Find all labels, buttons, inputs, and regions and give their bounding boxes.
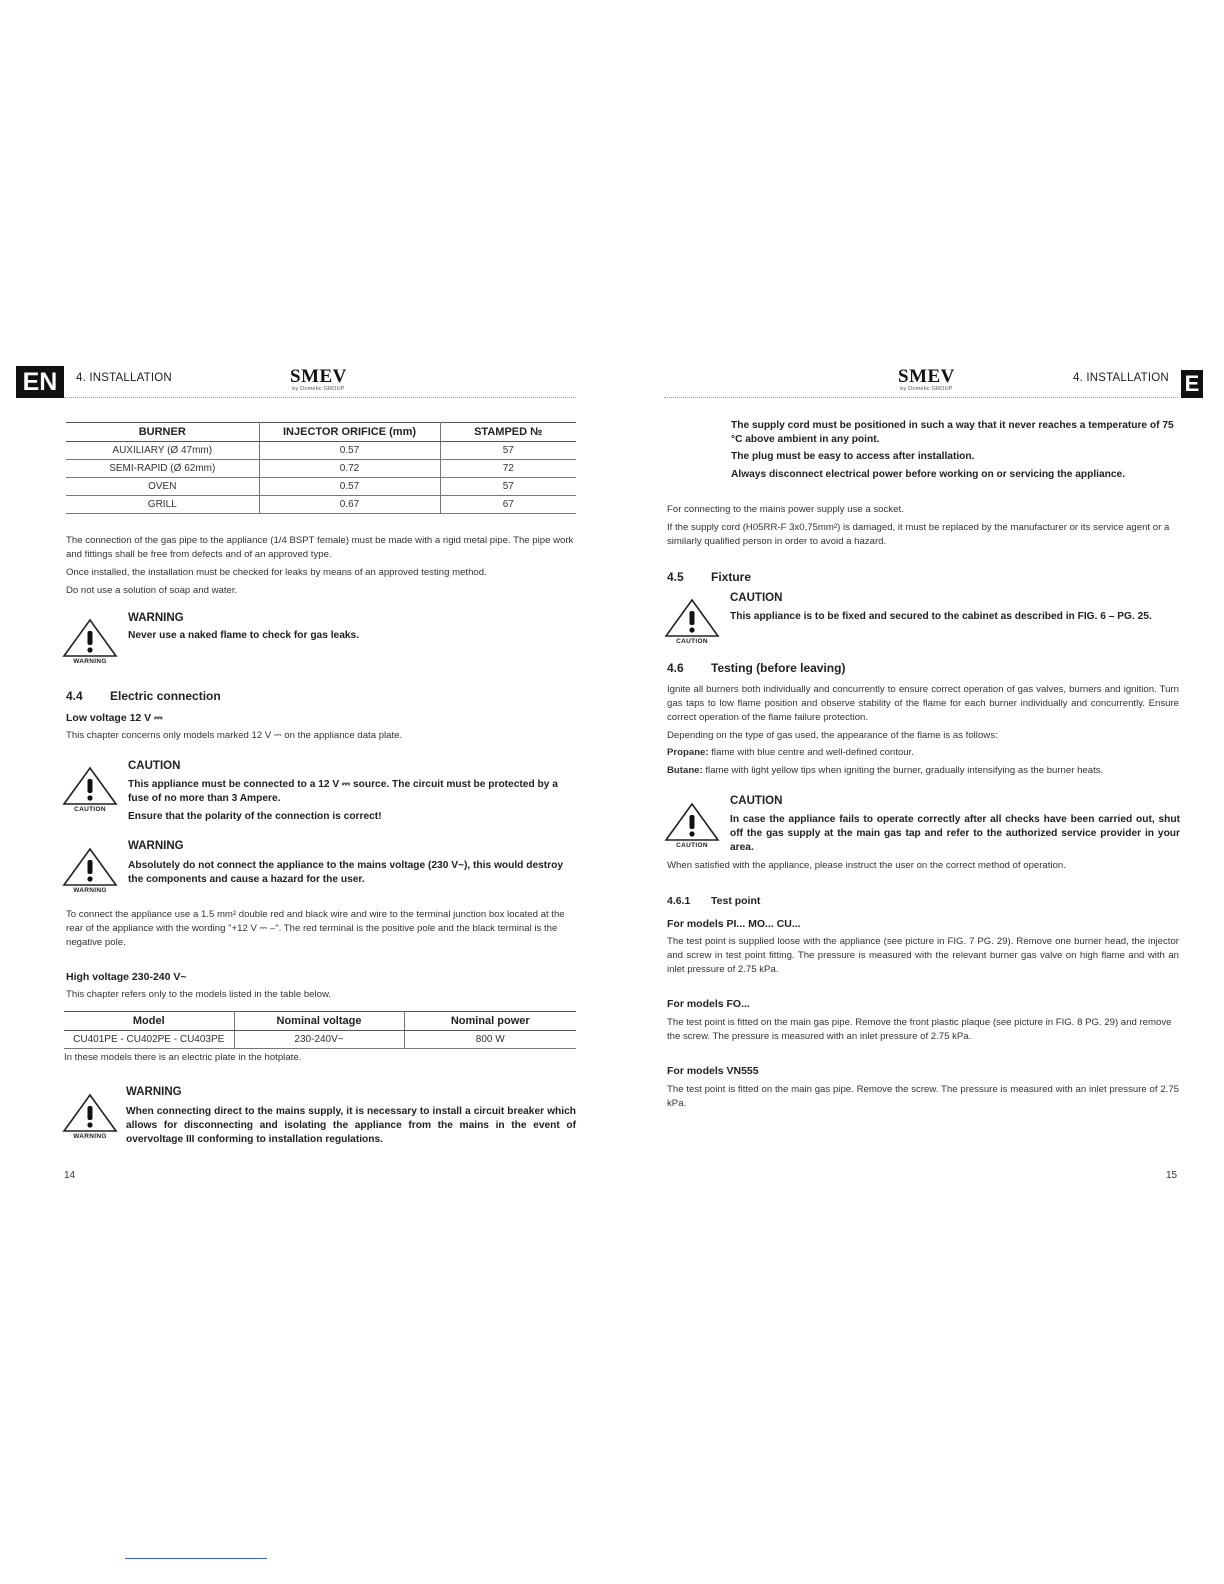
- header-rule: [64, 397, 576, 398]
- ignite-burners-paragraph: Ignite all burners both individually and concurrently to ensure correct operation of gas valves, burners and ignition. Turn gas taps to low flame position and observe stability of the flame for each burner individually and concurrently. Ensure correct operation of the flame failure protection.: [667, 684, 1179, 723]
- caution-caption: CAUTION: [676, 842, 708, 849]
- table-row: [66, 496, 576, 514]
- logo-subtitle: by Dometic GROUP: [900, 386, 953, 392]
- caution-triangle-icon: [662, 598, 722, 638]
- caution-text: In case the appliance fails to operate correctly after all checks have been carried out, shut off the gas supply at the main gas tap and refer to the authorized service provider in your area.: [730, 814, 1180, 853]
- propane-text: flame with blue centre and well-defined contour.: [711, 747, 914, 758]
- warning-text: When connecting direct to the mains supply, it is necessary to install a circuit breaker which allows for disconnecting and isolating the appliance from the mains in the event of overvoltage III conforming to installation regulations.: [126, 1106, 576, 1145]
- warning-block-2: [60, 840, 564, 894]
- section-4-6-title: Testing (before leaving): [711, 661, 846, 675]
- section-4-4-number: 4.4: [66, 689, 83, 703]
- table-row: [66, 460, 576, 478]
- table-row: [66, 442, 576, 460]
- warning-triangle-icon: [60, 847, 120, 887]
- table-cell: 57: [440, 478, 576, 496]
- propane-label: Propane:: [667, 747, 709, 758]
- table-header: INJECTOR ORIFICE (mm): [259, 423, 440, 442]
- table-cell: 57: [440, 442, 576, 460]
- burner-table: [66, 422, 576, 514]
- warning-caption: WARNING: [73, 658, 107, 665]
- table-cell: OVEN: [66, 478, 259, 496]
- low-voltage-paragraph: This chapter concerns only models marked 12 V ⎓ on the appliance data plate.: [66, 730, 403, 741]
- caution-caption: CAUTION: [74, 806, 106, 813]
- electric-plate-paragraph: In these models there is an electric plate in the hotplate.: [64, 1052, 302, 1063]
- table-cell: 0.67: [259, 496, 440, 514]
- caution-text: This appliance is to be fixed and secured to the cabinet as described in FIG. 6 – PG. 25.: [730, 611, 1152, 622]
- caution-text: This appliance must be connected to a 12 V ⎓ source. The circuit must be protected by a fuse of no more than 3 Ampere.: [128, 779, 558, 804]
- table-cell: GRILL: [66, 496, 259, 514]
- warning-title: WARNING: [126, 1086, 182, 1098]
- smev-logo: [290, 368, 347, 392]
- table-header: Model: [64, 1012, 234, 1031]
- table-cell: 230-240V~: [234, 1031, 404, 1049]
- flame-appearance-paragraph: Depending on the type of gas used, the appearance of the flame is as follows:: [667, 730, 998, 741]
- table-cell: 0.57: [259, 442, 440, 460]
- right-page: [612, 0, 1224, 1584]
- bottom-link-underline: [125, 1558, 267, 1559]
- warning-title: WARNING: [128, 840, 184, 852]
- table-cell: 67: [440, 496, 576, 514]
- model-table: [64, 1011, 576, 1049]
- caution-triangle-icon: [662, 802, 722, 842]
- high-voltage-heading: High voltage 230-240 V~: [66, 971, 187, 983]
- header-rule: [664, 397, 1178, 398]
- socket-paragraph: For connecting to the mains power supply use a socket.: [667, 504, 904, 515]
- table-cell: AUXILIARY (Ø 47mm): [66, 442, 259, 460]
- section-4-6-number: 4.6: [667, 661, 684, 675]
- page-number-right: 15: [1166, 1170, 1178, 1181]
- high-voltage-paragraph: This chapter refers only to the models listed in the table below.: [66, 989, 332, 1000]
- table-cell: SEMI-RAPID (Ø 62mm): [66, 460, 259, 478]
- butane-label: Butane:: [667, 765, 703, 776]
- page-number-left: 14: [64, 1170, 76, 1181]
- caution-block-service: [662, 795, 1180, 853]
- caution-title: CAUTION: [730, 795, 783, 807]
- instruct-user-paragraph: When satisfied with the appliance, please instruct the user on the correct method of operation.: [667, 860, 1066, 871]
- section-header: 4. INSTALLATION: [1073, 372, 1169, 384]
- warning-text: Never use a naked flame to check for gas leaks.: [128, 630, 360, 641]
- table-row: [66, 478, 576, 496]
- table-cell: 0.57: [259, 478, 440, 496]
- table-cell: 0.72: [259, 460, 440, 478]
- section-4-5-number: 4.5: [667, 570, 684, 584]
- warning-triangle-icon: [60, 618, 120, 658]
- caution-block-fixture: [662, 592, 1152, 645]
- table-cell: 72: [440, 460, 576, 478]
- table-cell: CU401PE - CU402PE - CU403PE: [64, 1031, 234, 1049]
- disconnect-power-note: Always disconnect electrical power before working on or servicing the appliance.: [731, 469, 1126, 480]
- propane-line: [667, 746, 1179, 760]
- models-pi-mo-cu-heading: For models PI... MO... CU...: [667, 918, 801, 930]
- warning-block-3: [60, 1086, 576, 1145]
- low-voltage-heading: Low voltage 12 V ⎓: [66, 712, 163, 724]
- butane-line: [667, 764, 1179, 778]
- section-4-6-1-title: Test point: [711, 895, 761, 907]
- models-pi-mo-cu-paragraph: The test point is supplied loose with the appliance (see picture in FIG. 7 PG. 29). Remove one burner head, the injector and screw in test point fitting. The pressure is measured with the relevant burner gas valve on high flame and with an inlet pressure of 2.75 kPa.: [667, 936, 1179, 975]
- table-header: STAMPED №: [440, 423, 576, 442]
- caution-title: CAUTION: [128, 760, 181, 772]
- gas-pipe-paragraph: The connection of the gas pipe to the appliance (1/4 BSPT female) must be made with a rigid metal pipe. The pipe work and fittings shall be free from defects and of an approved type.: [66, 535, 574, 560]
- plug-access-note: The plug must be easy to access after installation.: [731, 451, 975, 462]
- models-vn555-heading: For models VN555: [667, 1065, 759, 1077]
- models-fo-heading: For models FO...: [667, 998, 750, 1010]
- logo-text: SMEV: [898, 366, 955, 387]
- table-cell: 800 W: [404, 1031, 576, 1049]
- butane-text: flame with light yellow tips when igniting the burner, gradually intensifying as the burner heats.: [705, 765, 1104, 776]
- table-header: Nominal voltage: [234, 1012, 404, 1031]
- warning-caption: WARNING: [73, 887, 107, 894]
- language-badge-en: EN: [16, 366, 64, 398]
- warning-text: Absolutely do not connect the appliance to the mains voltage (230 V~), this would destroy the components and cause a hazard for the user.: [128, 860, 564, 885]
- language-badge-e: E: [1181, 370, 1203, 398]
- table-header: BURNER: [66, 423, 259, 442]
- warning-block-1: [60, 612, 360, 665]
- section-header: 4. INSTALLATION: [76, 372, 172, 384]
- logo-text: SMEV: [290, 366, 347, 387]
- section-4-4-title: Electric connection: [110, 689, 221, 703]
- caution-polarity-text: Ensure that the polarity of the connection is correct!: [128, 811, 382, 822]
- models-fo-paragraph: The test point is fitted on the main gas pipe. Remove the front plastic plaque (see picture in FIG. 8 PG. 29) and remove the screw. The pressure is measured with an inlet pressure of 2.75 kPa.: [667, 1017, 1172, 1042]
- wire-paragraph: To connect the appliance use a 1.5 mm² double red and black wire and wire to the terminal junction box located at the rear of the appliance with the wording "+12 V ⎓ –". The red terminal is the positive pole and the black terminal is the negative pole.: [66, 909, 565, 948]
- table-header: Nominal power: [404, 1012, 576, 1031]
- section-4-6-1-number: 4.6.1: [667, 895, 691, 907]
- warning-title: WARNING: [128, 612, 184, 624]
- supply-cord-paragraph: If the supply cord (H05RR-F 3x0,75mm²) is damaged, it must be replaced by the manufacturer or its service agent or a similarly qualified person in order to avoid a hazard.: [667, 522, 1170, 547]
- models-vn555-paragraph: The test point is fitted on the main gas pipe. Remove the screw. The pressure is measured with an inlet pressure of 2.75 kPa.: [667, 1084, 1179, 1109]
- caution-triangle-icon: [60, 766, 120, 806]
- table-row: [64, 1031, 576, 1049]
- caution-block-1: [60, 760, 558, 822]
- caution-title: CAUTION: [730, 592, 783, 604]
- section-4-5-title: Fixture: [711, 570, 752, 584]
- warning-triangle-icon: [60, 1093, 120, 1133]
- soap-paragraph: Do not use a solution of soap and water.: [66, 585, 238, 596]
- caution-caption: CAUTION: [676, 638, 708, 645]
- warning-caption: WARNING: [73, 1133, 107, 1140]
- logo-subtitle: by Dometic GROUP: [292, 386, 345, 392]
- smev-logo: [898, 368, 955, 392]
- supply-cord-note: The supply cord must be positioned in such a way that it never reaches a temperature of 75 °C above ambient in any point.: [731, 420, 1174, 445]
- leak-check-paragraph: Once installed, the installation must be checked for leaks by means of an approved testing method.: [66, 567, 487, 578]
